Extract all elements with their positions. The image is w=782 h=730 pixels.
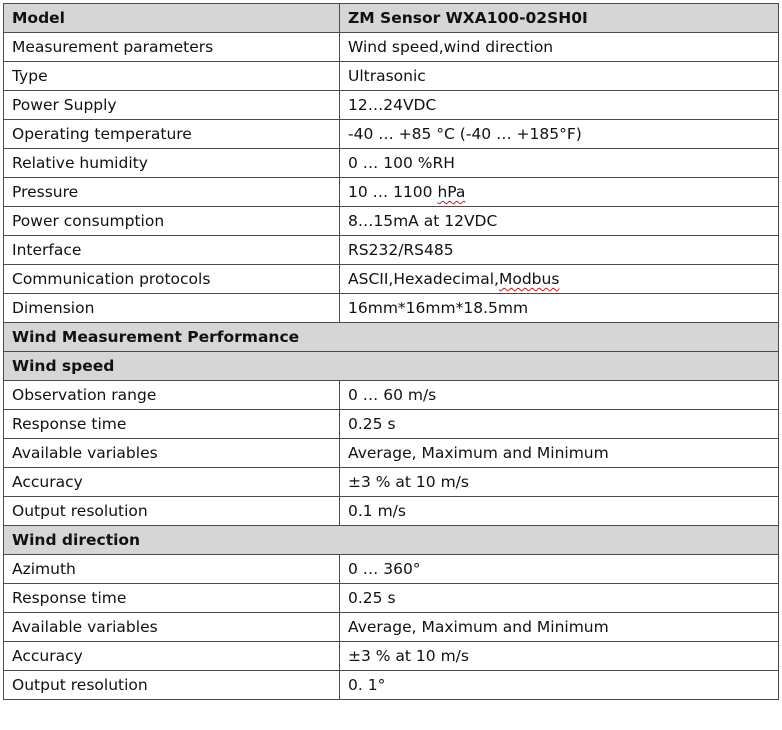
row-label: Communication protocols	[4, 265, 340, 294]
table-row	[4, 294, 779, 323]
row-label: Operating temperature	[4, 120, 340, 149]
row-value: -40 … +85 °C (-40 … +185°F)	[340, 120, 779, 149]
table-row	[4, 381, 779, 410]
table-row	[4, 497, 779, 526]
row-value: 0 … 60 m/s	[340, 381, 779, 410]
row-label: Response time	[4, 584, 340, 613]
row-value: 8…15mA at 12VDC	[340, 207, 779, 236]
section-header-row	[4, 323, 779, 352]
row-label: Power Supply	[4, 91, 340, 120]
row-value	[340, 265, 779, 294]
table-row	[4, 439, 779, 468]
row-label: Measurement parameters	[4, 33, 340, 62]
row-value: 16mm*16mm*18.5mm	[340, 294, 779, 323]
spec-table	[3, 3, 779, 700]
row-label: Interface	[4, 236, 340, 265]
row-value: 0.25 s	[340, 410, 779, 439]
row-value: 0.25 s	[340, 584, 779, 613]
table-row	[4, 178, 779, 207]
table-row	[4, 265, 779, 294]
row-value: 0.1 m/s	[340, 497, 779, 526]
table-row	[4, 149, 779, 178]
row-value: Average, Maximum and Minimum	[340, 439, 779, 468]
section-header-row	[4, 352, 779, 381]
section-title-performance: Wind Measurement Performance	[4, 323, 779, 352]
row-value: ±3 % at 10 m/s	[340, 642, 779, 671]
row-label: Accuracy	[4, 468, 340, 497]
spellcheck-underlined-word: hPa	[437, 183, 466, 201]
row-label: Response time	[4, 410, 340, 439]
row-value: RS232/RS485	[340, 236, 779, 265]
table-row	[4, 642, 779, 671]
table-row	[4, 468, 779, 497]
table-row	[4, 555, 779, 584]
table-row	[4, 62, 779, 91]
model-header-value: ZM Sensor WXA100-02SH0I	[340, 4, 779, 33]
table-row	[4, 613, 779, 642]
row-label: Pressure	[4, 178, 340, 207]
row-label: Accuracy	[4, 642, 340, 671]
section-title-wind-direction: Wind direction	[4, 526, 779, 555]
section-header-row	[4, 526, 779, 555]
row-label: Output resolution	[4, 671, 340, 700]
row-label: Type	[4, 62, 340, 91]
row-value	[340, 178, 779, 207]
table-row	[4, 410, 779, 439]
row-label: Power consumption	[4, 207, 340, 236]
section-title-wind-speed: Wind speed	[4, 352, 779, 381]
table-row	[4, 584, 779, 613]
spellcheck-underlined-word: Modbus	[498, 270, 560, 288]
value-text: ASCII,Hexadecimal,	[348, 270, 499, 288]
row-value: 0. 1°	[340, 671, 779, 700]
table-row	[4, 120, 779, 149]
model-header-label: Model	[4, 4, 340, 33]
row-value: Ultrasonic	[340, 62, 779, 91]
row-value: Average, Maximum and Minimum	[340, 613, 779, 642]
row-value: 0 … 100 %RH	[340, 149, 779, 178]
model-header-row	[4, 4, 779, 33]
table-row	[4, 236, 779, 265]
row-label: Observation range	[4, 381, 340, 410]
table-row	[4, 671, 779, 700]
table-row	[4, 207, 779, 236]
row-label: Output resolution	[4, 497, 340, 526]
row-label: Azimuth	[4, 555, 340, 584]
row-label: Dimension	[4, 294, 340, 323]
table-row	[4, 33, 779, 62]
row-value: ±3 % at 10 m/s	[340, 468, 779, 497]
row-value: 12…24VDC	[340, 91, 779, 120]
row-label: Available variables	[4, 439, 340, 468]
row-label: Available variables	[4, 613, 340, 642]
row-value: Wind speed,wind direction	[340, 33, 779, 62]
row-value: 0 … 360°	[340, 555, 779, 584]
table-row	[4, 91, 779, 120]
value-text: 10 … 1100	[348, 183, 438, 201]
row-label: Relative humidity	[4, 149, 340, 178]
